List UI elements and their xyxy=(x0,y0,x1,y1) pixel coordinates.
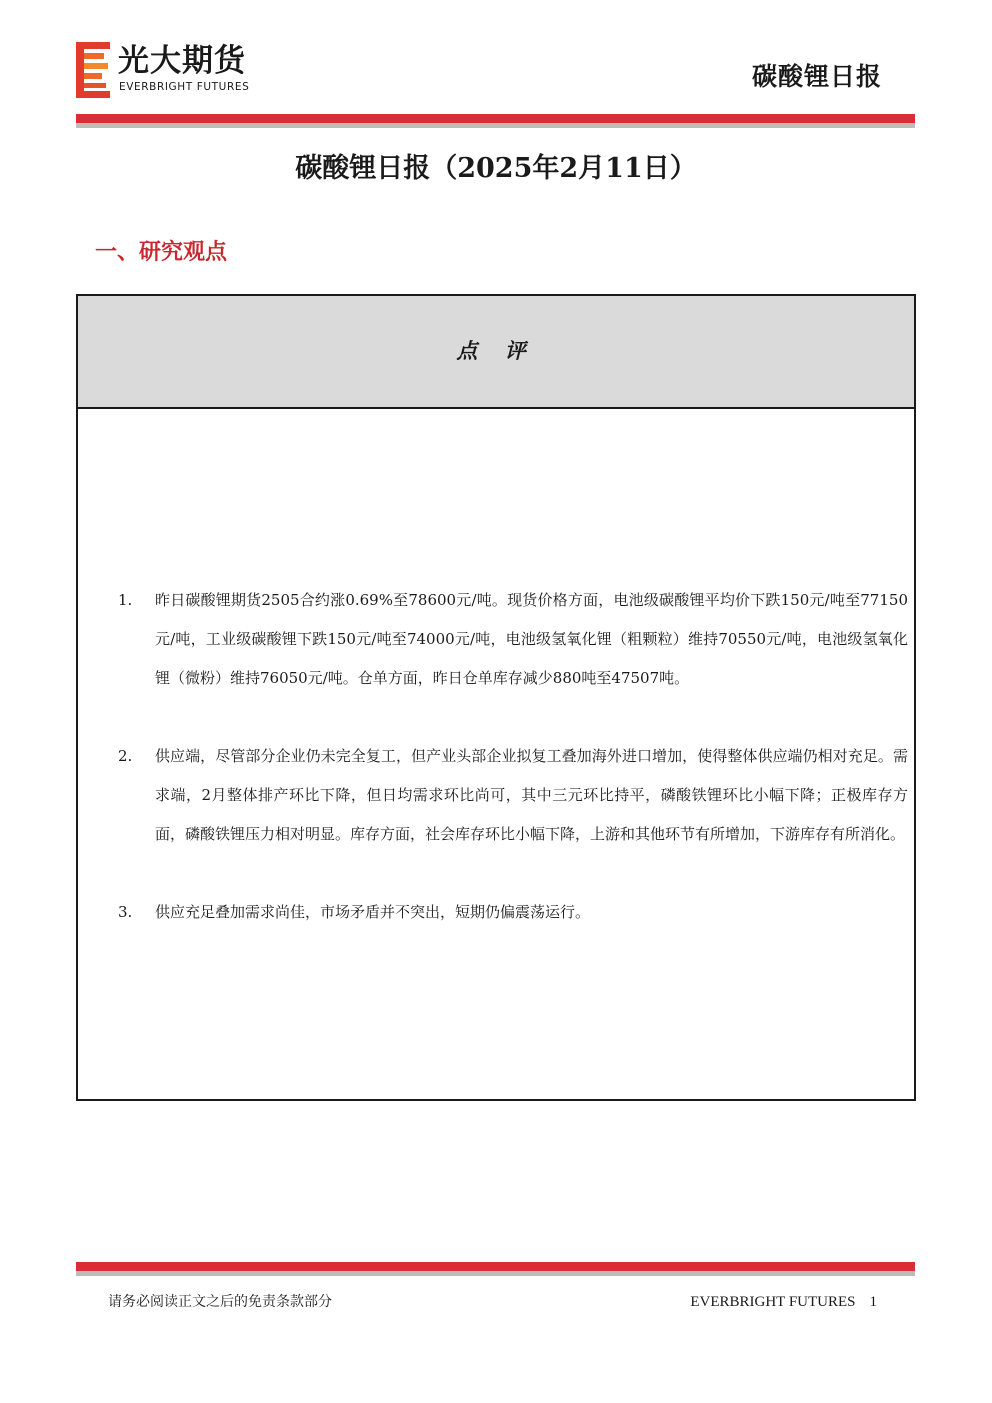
everbright-e-logo-icon xyxy=(76,42,110,98)
point-text: 供应充足叠加需求尚佳，市场矛盾并不突出，短期仍偏震荡运行。 xyxy=(155,903,591,921)
header-gray-rule xyxy=(76,123,915,128)
point-number: 1. xyxy=(118,591,133,609)
document-title: 碳酸锂日报（2025年2月11日） xyxy=(295,153,697,184)
footer-brand: EVERBRIGHT FUTURES xyxy=(690,1294,856,1310)
logo-chinese-name: 光大期货 xyxy=(118,43,246,79)
footer-disclaimer: 请务必阅读正文之后的免责条款部分 xyxy=(108,1294,332,1310)
point-text: 昨日碳酸锂期货2505合约涨0.69%至78600元/吨。现货价格方面，电池级碳酸锂平均价下跌150元/吨至77150元/吨，工业级碳酸锂下跌150元/吨至74000元/吨，电池级氢氧化锂（粗颗粒）维持70550元/吨，电池级氢氧化锂（微粉）维持76050元/吨。仓单方面，昨日仓单库存减少880吨至47507吨。 xyxy=(155,591,908,687)
footer-gray-rule xyxy=(76,1271,915,1276)
commentary-point xyxy=(118,893,908,932)
commentary-header-label: 点 评 xyxy=(456,338,536,363)
section-heading: 一、研究观点 xyxy=(95,239,228,265)
footer-brand-page xyxy=(690,1291,877,1313)
commentary-point xyxy=(118,737,908,854)
footer-red-rule xyxy=(76,1262,915,1271)
point-text: 供应端，尽管部分企业仍未完全复工，但产业头部企业拟复工叠加海外进口增加，使得整体供应端仍相对充足。需求端，2月整体排产环比下降，但日均需求环比尚可，其中三元环比持平，磷酸铁锂环比小幅下降；正极库存方面，磷酸铁锂压力相对明显。库存方面，社会库存环比小幅下降，上游和其他环节有所增加，下游库存有所消化。 xyxy=(155,747,908,843)
point-number: 2. xyxy=(118,747,133,765)
logo-english-name: EVERBRIGHT FUTURES xyxy=(119,81,250,93)
page-number: 1 xyxy=(869,1294,877,1310)
point-number: 3. xyxy=(118,903,133,921)
report-type-title: 碳酸锂日报 xyxy=(751,62,882,91)
header-red-rule xyxy=(76,114,915,123)
commentary-header xyxy=(78,296,914,409)
commentary-point xyxy=(118,581,908,698)
